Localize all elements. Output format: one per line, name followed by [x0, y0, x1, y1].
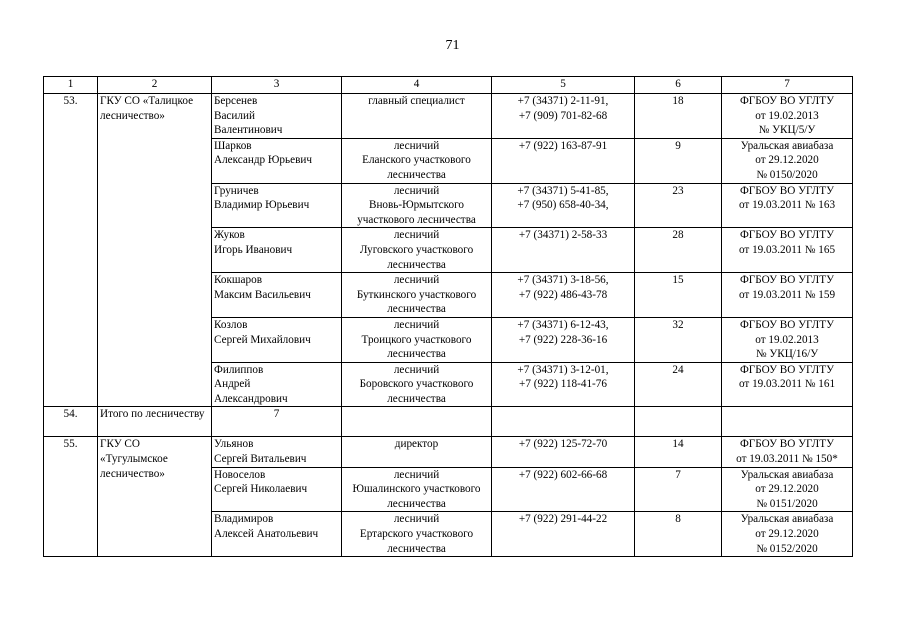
cell-line: ФГБОУ ВО УГЛТУ — [739, 229, 835, 242]
cell-line: лесничий — [393, 363, 440, 376]
cell-line: Вновь-Юрмытского — [368, 199, 465, 212]
row-number: 54. — [44, 407, 98, 437]
cell-line: Ертарского участкового — [359, 528, 474, 541]
cell-line: Сергей Михайлович — [214, 333, 311, 346]
cell-line: лесничий — [393, 229, 440, 242]
cell-line: +7 (34371) 2-58-33 — [518, 229, 608, 242]
cell-line: главный специалист — [368, 95, 465, 107]
cell-line: Троицкого участкового — [361, 333, 472, 346]
training-certificate — [722, 467, 853, 512]
cell-line: лесничества — [387, 168, 446, 181]
column-header: 4 — [342, 77, 492, 94]
experience-years: 8 — [635, 512, 722, 557]
row-number: 53. — [44, 94, 98, 407]
experience-years: 9 — [635, 138, 722, 183]
cell-line: Кокшаров — [214, 274, 262, 287]
employee-position — [342, 362, 492, 407]
cell-line: +7 (922) 602-66-68 — [518, 468, 608, 481]
cell-line: Новоселов — [214, 468, 266, 481]
empty-cell — [722, 407, 853, 437]
cell-line: Александрович — [214, 392, 288, 405]
column-header: 7 — [722, 77, 853, 94]
cell-line: Уральская авиабаза — [740, 139, 834, 152]
employee-position — [342, 138, 492, 183]
cell-line: Уральская авиабаза — [740, 513, 834, 526]
cell-line: +7 (922) 118-41-76 — [519, 378, 607, 391]
cell-line: от 19.03.2011 № 150* — [736, 453, 838, 466]
training-certificate — [722, 437, 853, 467]
cell-line: Филиппов — [214, 363, 264, 376]
cell-line: ФГБОУ ВО УГЛТУ — [739, 438, 835, 451]
cell-line: от 29.12.2020 — [755, 154, 819, 167]
experience-years: 24 — [635, 362, 722, 407]
training-certificate — [722, 228, 853, 273]
cell-line: Сергей Витальевич — [214, 453, 307, 466]
employee-name — [212, 228, 342, 273]
cell-line: Василий — [214, 109, 255, 122]
empty-cell — [492, 407, 635, 437]
cell-line: лесничества — [387, 497, 446, 510]
employee-phone — [492, 138, 635, 183]
cell-line: Валентинович — [214, 124, 283, 137]
cell-line: Боровского участкового — [359, 378, 474, 391]
cell-line: +7 (34371) 3-12-01, — [517, 363, 609, 376]
column-header: 5 — [492, 77, 635, 94]
cell-line: Андрей — [214, 378, 251, 391]
employee-position — [342, 273, 492, 318]
employee-phone — [492, 467, 635, 512]
cell-line: +7 (34371) 2-11-91, — [517, 95, 609, 107]
empty-cell — [342, 407, 492, 437]
cell-line: Владимир Юрьевич — [214, 199, 310, 212]
training-certificate — [722, 138, 853, 183]
cell-line: Максим Васильевич — [214, 288, 311, 301]
cell-line: лесничий — [393, 184, 440, 197]
column-header: 6 — [635, 77, 722, 94]
cell-line: Жуков — [214, 229, 245, 242]
employee-phone — [492, 317, 635, 362]
table-row — [44, 437, 853, 467]
cell-line: +7 (922) 486-43-78 — [518, 288, 608, 301]
cell-line: лесничий — [393, 139, 440, 152]
cell-line: +7 (34371) 6-12-43, — [517, 318, 609, 331]
employee-phone — [492, 362, 635, 407]
training-certificate — [722, 512, 853, 557]
cell-line: Владимиров — [214, 513, 274, 526]
experience-years: 23 — [635, 183, 722, 228]
cell-line: лесничий — [393, 468, 440, 481]
cell-line: от 29.12.2020 — [755, 528, 819, 541]
training-certificate — [722, 317, 853, 362]
cell-line: +7 (922) 228-36-16 — [518, 333, 608, 346]
cell-line: Груничев — [214, 184, 259, 197]
cell-line: лесничий — [393, 513, 440, 526]
employee-position — [342, 228, 492, 273]
employee-phone — [492, 228, 635, 273]
cell-line: лесничества — [387, 258, 446, 271]
cell-line: № УКЦ/16/У — [755, 348, 819, 361]
employee-name — [212, 437, 342, 467]
cell-line: № 0151/2020 — [756, 497, 818, 510]
employee-phone — [492, 94, 635, 139]
row-number: 55. — [44, 437, 98, 557]
cell-line: участкового лесничества — [357, 213, 476, 226]
experience-years: 18 — [635, 94, 722, 139]
cell-line: № УКЦ/5/У — [758, 124, 816, 137]
employee-position — [342, 317, 492, 362]
employee-name — [212, 183, 342, 228]
header-row — [44, 77, 853, 94]
training-certificate — [722, 362, 853, 407]
cell-line: Сергей Николаевич — [214, 483, 308, 496]
cell-line: ФГБОУ ВО УГЛТУ — [739, 184, 835, 197]
cell-line: от 19.02.2013 — [755, 333, 819, 346]
employee-position — [342, 183, 492, 228]
employee-phone — [492, 273, 635, 318]
cell-line: +7 (922) 125-72-70 — [518, 438, 608, 451]
cell-line: +7 (909) 701-82-68 — [518, 109, 608, 122]
empty-cell — [635, 407, 722, 437]
employee-name — [212, 467, 342, 512]
cell-line: ФГБОУ ВО УГЛТУ — [739, 95, 835, 107]
cell-line: ФГБОУ ВО УГЛТУ — [739, 274, 835, 287]
cell-line: +7 (922) 163-87-91 — [518, 139, 608, 152]
organization-name: ГКУ СО «Тугулымское лесничество» — [98, 437, 212, 557]
cell-line: Козлов — [214, 318, 248, 331]
cell-line: +7 (922) 291-44-22 — [518, 513, 608, 526]
cell-line: директор — [394, 438, 439, 451]
cell-line: № 0152/2020 — [756, 542, 818, 555]
experience-years: 28 — [635, 228, 722, 273]
training-certificate — [722, 273, 853, 318]
experience-years: 32 — [635, 317, 722, 362]
cell-line: от 19.03.2011 № 161 — [738, 378, 836, 391]
personnel-table — [43, 76, 853, 557]
cell-line: Алексей Анатольевич — [214, 528, 319, 541]
cell-line: ФГБОУ ВО УГЛТУ — [739, 318, 835, 331]
cell-line: Ульянов — [214, 438, 254, 451]
cell-line: +7 (34371) 3-18-56, — [517, 274, 609, 287]
employee-name — [212, 273, 342, 318]
employee-position — [342, 94, 492, 139]
column-header: 3 — [212, 77, 342, 94]
total-label: Итого по лесничеству — [98, 407, 212, 437]
cell-line: лесничий — [393, 274, 440, 287]
organization-name: ГКУ СО «Талицкое лесничество» — [98, 94, 212, 407]
experience-years: 15 — [635, 273, 722, 318]
employee-phone — [492, 512, 635, 557]
cell-line: от 19.03.2011 № 163 — [738, 199, 836, 212]
cell-line: от 29.12.2020 — [755, 483, 819, 496]
cell-line: ФГБОУ ВО УГЛТУ — [739, 363, 835, 376]
employee-name — [212, 512, 342, 557]
employee-name — [212, 317, 342, 362]
employee-name — [212, 138, 342, 183]
cell-line: Александр Юрьевич — [214, 154, 312, 167]
total-value: 7 — [212, 407, 342, 437]
cell-line: Еланского участкового — [362, 154, 471, 167]
column-header: 1 — [44, 77, 98, 94]
cell-line: от 19.03.2011 № 165 — [738, 243, 836, 256]
employee-phone — [492, 183, 635, 228]
cell-line: лесничий — [393, 318, 440, 331]
cell-line: лесничества — [387, 303, 446, 316]
cell-line: лесничества — [387, 392, 446, 405]
cell-line: от 19.02.2013 — [755, 109, 819, 122]
cell-line: Буткинского участкового — [356, 288, 477, 301]
employee-phone — [492, 437, 635, 467]
cell-line: Игорь Иванович — [214, 243, 293, 256]
column-header: 2 — [98, 77, 212, 94]
training-certificate — [722, 94, 853, 139]
cell-line: +7 (950) 658-40-34, — [517, 199, 609, 212]
experience-years: 7 — [635, 467, 722, 512]
cell-line: лесничества — [387, 542, 446, 555]
page-number: 71 — [445, 38, 460, 53]
cell-line: Берсенев — [214, 95, 258, 107]
training-certificate — [722, 183, 853, 228]
cell-line: Уральская авиабаза — [740, 468, 834, 481]
employee-name — [212, 362, 342, 407]
total-row — [44, 407, 853, 437]
table-row — [44, 94, 853, 139]
experience-years: 14 — [635, 437, 722, 467]
employee-position — [342, 512, 492, 557]
employee-position — [342, 437, 492, 467]
cell-line: лесничества — [387, 348, 446, 361]
cell-line: +7 (34371) 5-41-85, — [517, 184, 609, 197]
employee-position — [342, 467, 492, 512]
cell-line: Луговского участкового — [359, 243, 474, 256]
cell-line: № 0150/2020 — [756, 168, 818, 181]
employee-name — [212, 94, 342, 139]
cell-line: Шарков — [214, 139, 252, 152]
cell-line: от 19.03.2011 № 159 — [738, 288, 836, 301]
cell-line: Юшалинского участкового — [352, 483, 481, 496]
